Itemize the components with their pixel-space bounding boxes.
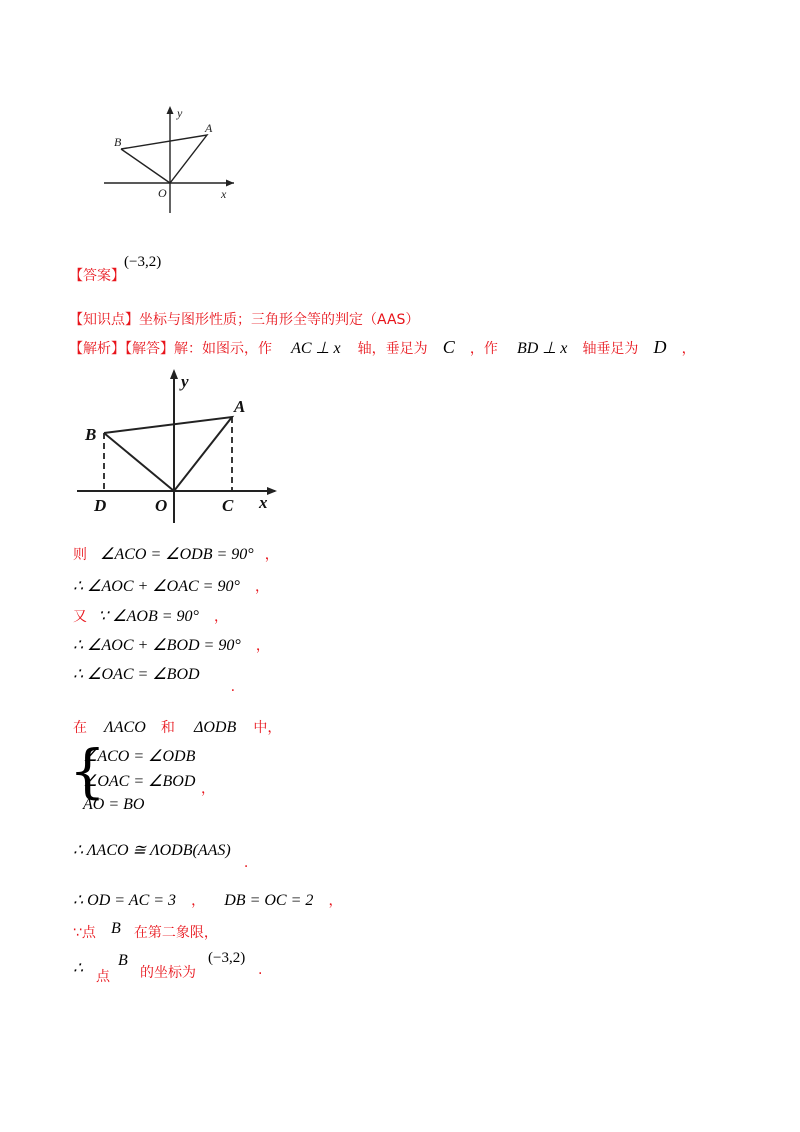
step-5-end: . xyxy=(230,679,236,695)
fig1-label-O: O xyxy=(158,186,167,200)
system-end: ， xyxy=(201,781,215,797)
fig2-label-C: C xyxy=(222,496,234,515)
analysis-mid1: 轴，垂足为 xyxy=(357,341,428,357)
step-10-b: 点 xyxy=(96,969,110,985)
step-8-end: ， xyxy=(328,893,343,909)
fig2-label-A: A xyxy=(234,397,246,416)
step-9-B: B xyxy=(111,920,121,937)
step-5-math: ∴ ∠OAC = ∠BOD xyxy=(73,666,200,683)
step-9-a: ∵点 xyxy=(73,925,96,941)
step-8 xyxy=(73,890,342,910)
knowledge-point: 【知识点】坐标与图形性质；三角形全等的判定（AAS） xyxy=(69,312,420,328)
answer-tag: 【答案】 xyxy=(69,268,125,284)
step-3-math: ∵ ∠AOB = 90° xyxy=(98,608,199,625)
step-4-end: ， xyxy=(255,638,270,654)
analysis-end: ， xyxy=(681,341,696,357)
step-3 xyxy=(73,606,228,626)
analysis-C: C xyxy=(442,337,455,357)
step-1-math: ∠ACO = ∠ODB = 90° xyxy=(100,546,254,563)
fig2-label-O: O xyxy=(155,496,168,515)
step-10-end: . xyxy=(258,962,263,978)
fig2-x-arrow xyxy=(267,487,277,495)
step-4-math: ∴ ∠AOC + ∠BOD = 90° xyxy=(73,637,241,654)
step-7 xyxy=(73,840,249,871)
step-9 xyxy=(73,922,218,942)
step-2-end: ， xyxy=(254,579,269,595)
step-2 xyxy=(73,576,269,596)
fig2-y-arrow xyxy=(170,369,178,379)
step-6-a: 在 xyxy=(73,720,87,736)
step-10-c: 的坐标为 xyxy=(140,965,196,981)
step-2-math: ∴ ∠AOC + ∠OAC = 90° xyxy=(73,578,240,595)
step-7-end: . xyxy=(243,855,249,871)
step-8-math-2: DB = OC = 2 xyxy=(224,892,314,909)
system-eq-3: AO = BO xyxy=(83,796,145,813)
step-6-triangle-2: ΔODB xyxy=(193,719,237,736)
analysis-mid3: 轴垂足为 xyxy=(582,341,639,357)
analysis-D: D xyxy=(653,337,667,357)
fig2-triangle xyxy=(104,417,232,491)
step-9-b: 在第二象限， xyxy=(133,925,218,941)
step-5 xyxy=(73,664,236,695)
fig2-label-x: x xyxy=(259,493,268,512)
step-8-math-1: ∴ OD = AC = 3 xyxy=(73,892,177,909)
system-brace: { xyxy=(69,737,106,805)
step-3-prefix: 又 xyxy=(73,609,87,625)
fig2-label-y: y xyxy=(181,372,189,391)
step-8-sep: ， xyxy=(191,893,206,909)
step-6-b: 和 xyxy=(160,720,175,736)
analysis-ac-perp: AC ⊥ x xyxy=(291,340,341,357)
step-6-c: 中， xyxy=(253,720,282,736)
step-6-triangle-1: ΛACO xyxy=(104,719,146,736)
figure-2 xyxy=(0,0,800,540)
step-4 xyxy=(73,635,270,655)
analysis-mid2: ，作 xyxy=(469,341,498,357)
step-3-end: ， xyxy=(214,609,229,625)
step-7-math: ∴ ΛACO ≅ ΛODB(AAS) xyxy=(73,842,231,859)
answer-value: (−3,2) xyxy=(124,254,162,270)
analysis-tag: 【解析】【解答】解：如图示，作 xyxy=(69,341,272,357)
step-1-prefix: 则 xyxy=(73,547,87,563)
fig2-label-B: B xyxy=(85,425,97,444)
step-10-B: B xyxy=(118,952,128,969)
analysis-bd-perp: BD ⊥ x xyxy=(516,340,568,357)
system-eq-1: ∠ACO = ∠ODB xyxy=(83,748,196,765)
step-1 xyxy=(73,544,279,564)
fig1-label-B: B xyxy=(114,135,122,149)
fig1-label-y: y xyxy=(177,106,183,120)
step-1-end: ， xyxy=(264,547,279,563)
step-6 xyxy=(73,717,281,737)
fig1-label-A: A xyxy=(205,121,213,135)
fig2-label-D: D xyxy=(94,496,107,515)
system-eq-2: ∠OAC = ∠BOD xyxy=(83,773,196,790)
step-10-a: ∴ xyxy=(73,960,84,977)
step-10-value: (−3,2) xyxy=(208,950,246,966)
fig1-label-x: x xyxy=(221,187,227,201)
